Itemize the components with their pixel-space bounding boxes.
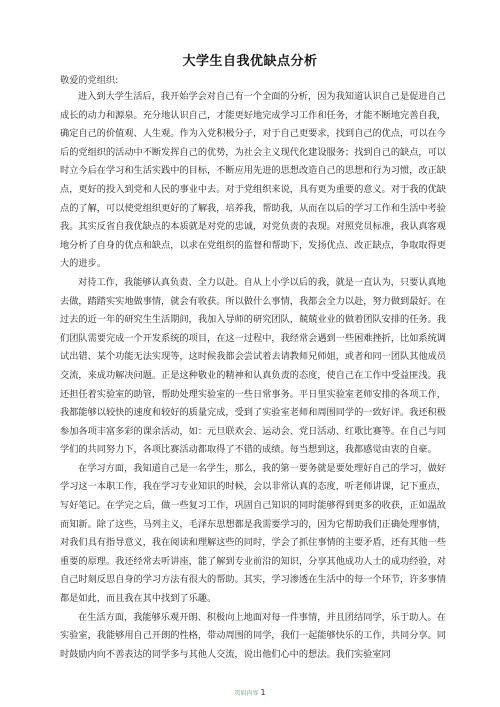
page-footer xyxy=(0,688,500,697)
salutation: 敬爱的党组织: xyxy=(60,75,119,86)
footer-watermark: 页眉内容 xyxy=(234,690,259,697)
document-body xyxy=(60,88,446,664)
paragraph: 在生活方面，我能够乐观开朗、积极向上地面对每一件事情，并且团结同学，乐于助人。在实验室，我能够用自己开朗的性格，带动周围的同学，我们一起能够快乐的工作，共同分享。同时鼓励内向不善表达的同学多与其他人交流，说出他们心中的想法。我们实验室同 xyxy=(60,611,446,660)
paragraph: 对待工作，我能够认真负责、全力以赴。自从上小学以后的我，就是一直认为，只要认真地去做，踏踏实实地做事情，就会有收获。所以做什么事情，我都会全力以赴，努力做到最好。在过去的近一年的研究生生活期间，我加入导师的研究团队，兢兢业业的做着团队安排的任务。我们团队需要完成一个开发系统的项目，在这一过程中，我经常会遇到一些困难挫折，比如系统调试出错、某个功能无法实现等，这时候我都会尝试着去请教师兄师姐，或者和同一团队其他成员交流，来成功解决问题。正是这种敬业的精神和认真负责的态度，使自己在工作中受益匪浅。我还担任着实验室的助管，帮助处理实验室的一些日常事务。平日里实验室老师安排的各项工作，我都能够以较快的速度和较好的质量完成，受到了实验室老师和周围同学的一致好评。我还积极参加各项丰富多彩的课余活动，如：元旦联欢会、运动会、党日活动、红歌比赛等。在自己与同学们的共同努力下，各项比赛活动都取得了不错的成绩。每当想到这，我都感觉由衷的自豪。 xyxy=(60,276,446,456)
paragraph: 进入到大学生活后，我开始学会对自己有一个全面的分析，因为我知道认识自己是促进自己成长的动力和源泉。充分地认识自己，才能更好地完成学习工作和任务，才能不断地完善自我，确定自己的价值观、人生观。作为入党积极分子，对于自己更要求，找到自己的优点，可以在今后的党组织的活动中不断发挥自己的优势，为社会主义现代化建设服务；找到自己的缺点，可以时立今后在学习和生活实践中的目标，不断应用先进的思想改造自己的思想和行为习惯，改正缺点，更好的投入到党和人民的事业中去。对于党组织来说，具有更为重要的意义。对于我的优缺点的了解，可以使党组织更好的了解我，培养我，帮助我，从而在以后的学习工作和生活中考验我。其实反省自我优缺点的本质就是对党的忠诚，对党负责的表现。对照党员标准，我认真客观地分析了自身的优点和缺点，以求在党组织的监督和帮助下，发扬优点、改正缺点，争取取得更大的进步。 xyxy=(60,91,446,270)
paragraph: 在学习方面，我知道自己是一名学生，那么，我的第一要务就是要处理好自己的学习，做好学习这一本职工作，我在学习专业知识的时候，会以非常认真的态度，听老师讲课，记下重点，写好笔记。在学完之后，做一些复习工作，巩固自己知识的同时能够得到更多的收获，正如温故而知新。除了这些，马列主义，毛泽东思想都是我需要学习的，因为它帮助我们正确处理事情，对我们具有指导意义，我在阅读和理解这些的同时，学会了抓住事情的主要矛盾，还有其他一些重要的原理。我还经常去听讲座，能了解到专业前沿的知识，分享其他成功人士的成功经验，对自己时刻反思自身的学习方法有很大的帮助。其实，学习渗透在生活中的每一个环节，许多事情都是如此，而且我在其中找到了乐趣。 xyxy=(60,462,446,605)
document-title: 大学生自我优缺点分析 xyxy=(182,54,318,69)
page-number: 1 xyxy=(260,688,266,697)
